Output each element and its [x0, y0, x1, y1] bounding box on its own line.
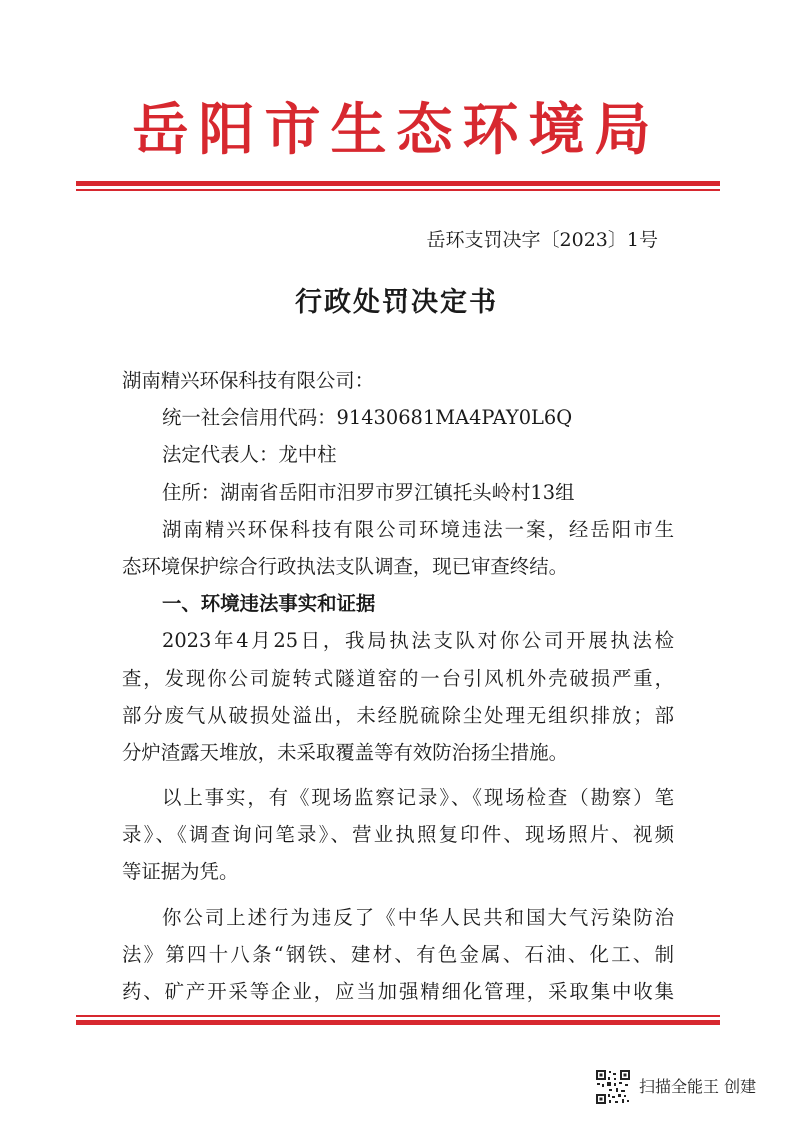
header-rule-thick	[76, 181, 720, 186]
legal-rep-line: 法定代表人：龙中柱	[162, 443, 337, 467]
document-title: 行政处罚决定书	[295, 287, 498, 318]
document-number: 岳环支罚决字〔2023〕1号	[426, 229, 658, 251]
facts-line: 分炉渣露天堆放，未采取覆盖等有效防治扬尘措施。	[122, 740, 568, 764]
facts-line: 查，发现你公司旋转式隧道窑的一台引风机外壳破损严重，	[122, 666, 674, 690]
facts-line: 2023年4月25日，我局执法支队对你公司开展执法检	[162, 629, 674, 653]
header-rule-thin	[76, 189, 720, 191]
scanner-label: 扫描全能王 创建	[639, 1077, 757, 1096]
credit-code-line: 统一社会信用代码：91430681MA4PAY0L6Q	[162, 406, 573, 430]
address-line: 住所：湖南省岳阳市汨罗市罗江镇托头岭村13组	[162, 480, 575, 504]
recipient-line: 湖南精兴环保科技有限公司：	[122, 369, 375, 392]
footer-rule-thin	[76, 1015, 720, 1017]
section-heading: 一、环境违法事实和证据	[162, 592, 376, 616]
facts-line: 部分废气从破损处溢出，未经脱硫除尘处理无组织排放；部	[122, 703, 674, 727]
document-body	[122, 362, 674, 1010]
evidence-line: 以上事实，有《现场监察记录》、《现场检查（勘察）笔	[162, 786, 674, 810]
intro-line: 湖南精兴环保科技有限公司环境违法一案，经岳阳市生	[162, 517, 674, 541]
scanner-watermark	[595, 1069, 756, 1105]
footer-rule-thick	[76, 1020, 720, 1025]
intro-line: 态环境保护综合行政执法支队调查，现已审查终结。	[122, 554, 568, 578]
law-line: 法》第四十八条“钢铁、建材、有色金属、石油、化工、制	[122, 942, 674, 966]
evidence-line: 录》、《调查询问笔录》、营业执照复印件、现场照片、视频	[122, 823, 674, 847]
agency-title: 岳阳市生态环境局	[132, 97, 661, 163]
law-line: 药、矿产开采等企业，应当加强精细化管理，采取集中收集	[122, 980, 674, 1003]
law-line: 你公司上述行为违反了《中华人民共和国大气污染防治	[162, 905, 674, 929]
evidence-line: 等证据为凭。	[122, 860, 239, 884]
qr-code-icon	[595, 1069, 631, 1105]
